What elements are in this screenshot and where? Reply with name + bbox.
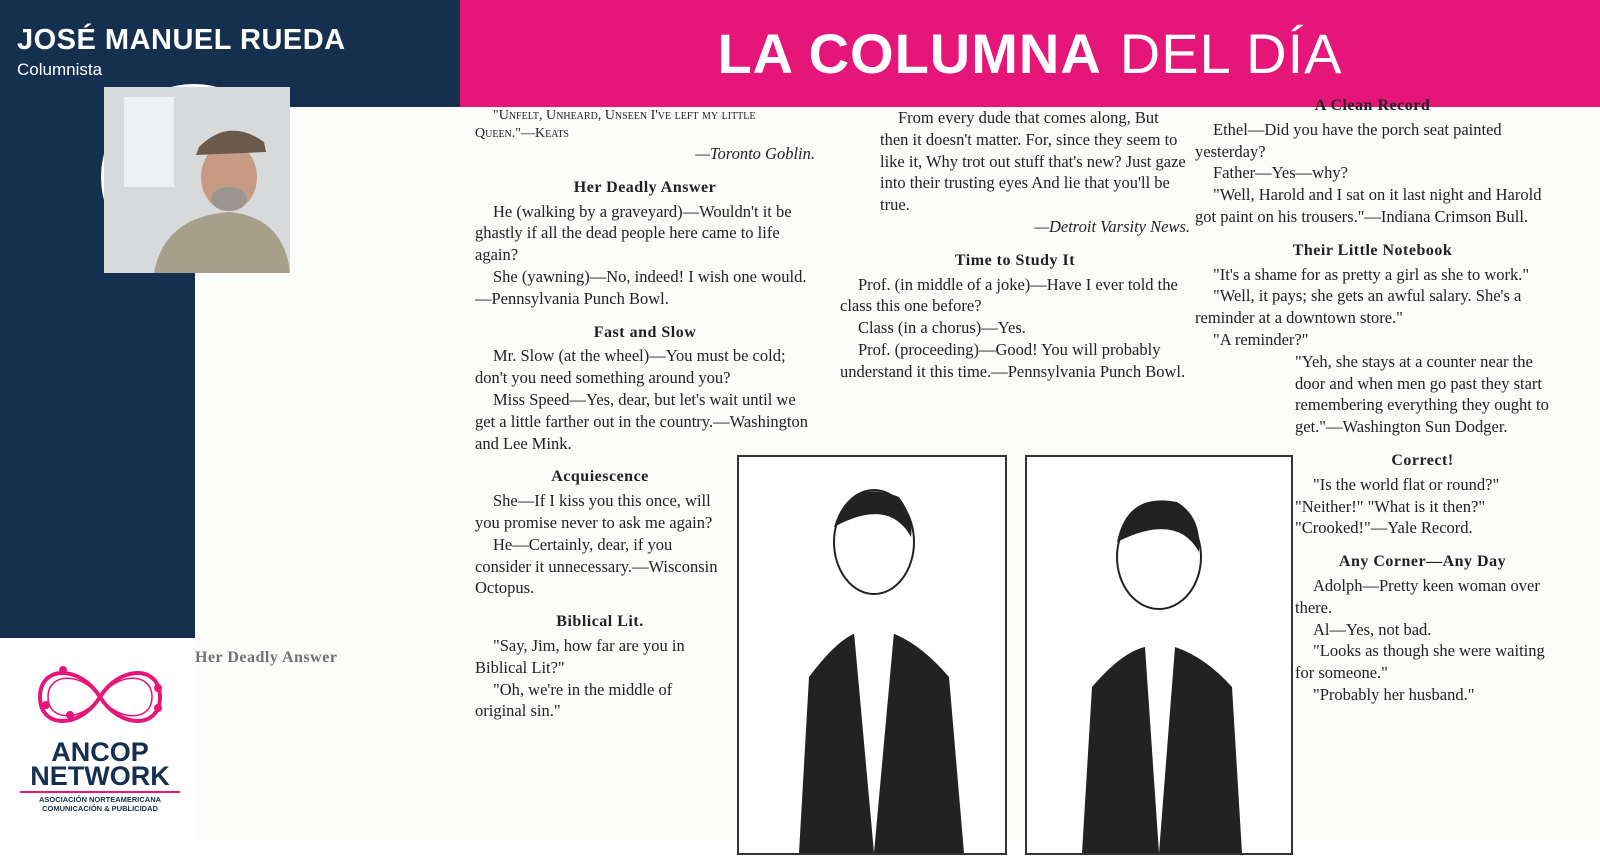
headline: Biblical Lit. xyxy=(556,613,644,631)
paragraph: "Is the world flat or round?" "Neither!" "What is it then?" "Crooked!"—Yale Record. xyxy=(1295,474,1500,538)
paragraph: "Looks as though she were waiting for someone." xyxy=(1295,641,1545,683)
illustration-woman xyxy=(737,455,1007,855)
paragraph: Prof. (in middle of a joke)—Have I ever told the class this one before? xyxy=(840,274,1178,316)
paragraph: Ethel—Did you have the porch seat painted yesterday? xyxy=(1195,119,1502,161)
newspaper-column-2 xyxy=(840,107,1190,383)
source: —Detroit Varsity News. xyxy=(1034,216,1190,236)
headline: Any Corner—Any Day xyxy=(1338,553,1507,571)
paragraph: "Oh, we're in the middle of original sin." xyxy=(475,679,673,721)
paragraph: She—If I kiss you this once, will you promise never to ask me again? xyxy=(475,491,713,532)
author-photo xyxy=(101,84,287,270)
paragraph: Mr. Slow (at the wheel)—You must be cold; don't you need something around you? xyxy=(475,346,786,388)
headline: Her Deadly Answer xyxy=(573,178,717,196)
headline: Fast and Slow xyxy=(593,323,697,341)
paragraph: Al—Yes, not bad. xyxy=(1313,619,1432,639)
paragraph: Father—Yes—why? xyxy=(1213,163,1348,183)
poem: From every dude that comes along, But then it doesn't matter. For, since they seem to like it, Why trot out stuff that's new? Just gaze into their trusting eyes And lie that you'll be true. xyxy=(880,108,1186,215)
paragraph: "It's a shame for as pretty a girl as she to work." xyxy=(1213,264,1530,284)
ancop-logo xyxy=(20,660,180,813)
paragraph: "Yeh, she stays at a counter near the door and when men go past they start remembering everything they ought to get."—Washington Sun Dodger. xyxy=(1295,351,1549,437)
paragraph: "Well, it pays; she gets an awful salary. She's a reminder at a downtown store." xyxy=(1195,286,1522,328)
headline: Their Little Notebook xyxy=(1292,241,1453,259)
headline: Acquiescence xyxy=(551,468,649,486)
header-title-light: DEL DÍA xyxy=(1119,22,1343,85)
author-name: JOSÉ MANUEL RUEDA xyxy=(17,24,346,56)
headline: Time to Study It xyxy=(954,251,1076,269)
author-role: Columnista xyxy=(17,60,103,79)
headline: A Clean Record xyxy=(1314,97,1431,114)
ghost-headline: Her Deadly Answer xyxy=(195,649,338,666)
logo-sub1: ASOCIACIÓN NORTEAMERICANA xyxy=(20,791,180,804)
paragraph: Adolph—Pretty keen woman over there. xyxy=(1295,575,1540,617)
source: —Toronto Goblin. xyxy=(695,144,815,163)
paragraph: He (walking by a graveyard)—Wouldn't it be ghastly if all the dead people here came to life again? xyxy=(475,201,792,265)
paragraph: Class (in a chorus)—Yes. xyxy=(858,318,1026,338)
logo-line2: NETWORK xyxy=(30,761,170,791)
paragraph: Prof. (proceeding)—Good! You will probably understand it this time.—Pennsylvania Punch Bowl. xyxy=(840,339,1186,381)
paragraph: "Say, Jim, how far are you in Biblical Lit?" xyxy=(475,635,685,677)
header-banner xyxy=(460,0,1600,107)
verse: "Unfelt, Unheard, Unseen I've left my little Queen."—Keats xyxy=(475,108,756,141)
illustration-man xyxy=(1025,455,1293,855)
paragraph: "A reminder?" xyxy=(1213,329,1309,349)
paragraph: She (yawning)—No, indeed! I wish one would.—Pennsylvania Punch Bowl. xyxy=(475,266,807,308)
paragraph: "Probably her husband." xyxy=(1313,684,1475,704)
headline: Correct! xyxy=(1391,451,1454,469)
logo-line1: ANCOP xyxy=(51,737,149,767)
newspaper-scan xyxy=(195,97,1600,840)
logo-sub2: COMUNICACIÓN & PUBLICIDAD xyxy=(42,804,158,813)
paragraph: "Well, Harold and I sat on it last night and Harold got paint on his trousers."—Indiana Crimson Bull. xyxy=(1195,185,1542,226)
header-title-bold: LA COLUMNA xyxy=(717,22,1102,85)
infinity-logo-icon xyxy=(30,660,170,735)
paragraph: He—Certainly, dear, if you consider it unnecessary.—Wisconsin Octopus. xyxy=(475,534,718,598)
paragraph: Miss Speed—Yes, dear, but let's wait until we get a little farther out in the country.—Washington and Lee Mink. xyxy=(475,389,809,453)
